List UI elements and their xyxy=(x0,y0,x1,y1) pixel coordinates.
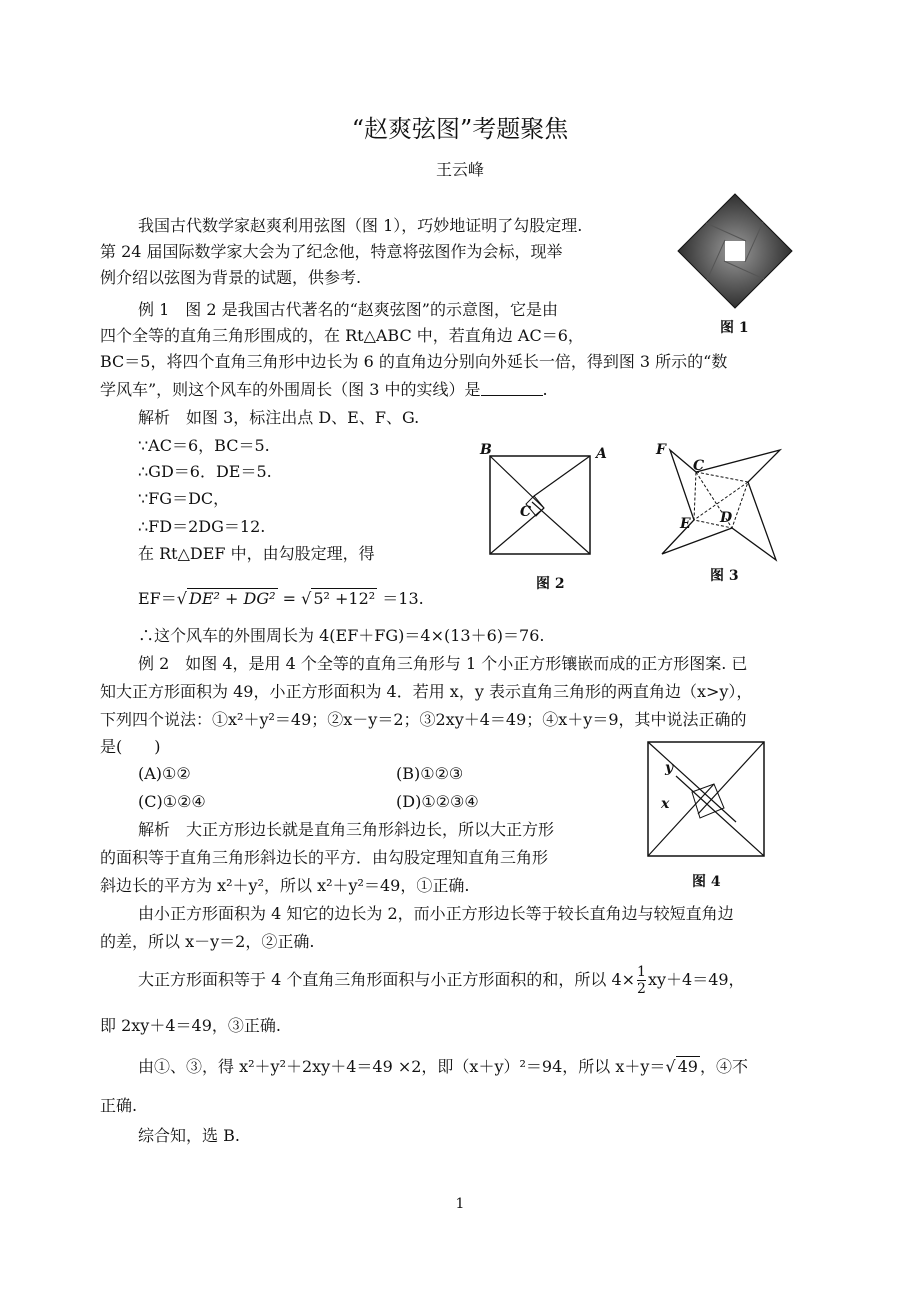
sqrt-sign: √ xyxy=(301,589,312,608)
solution2-line-3: 斜边长的平方为 x²＋y²，所以 x²＋y²＝49，①正确. xyxy=(100,876,470,895)
figure-2-caption: 图 2 xyxy=(536,576,565,592)
example2-line-3: 下列四个说法：①x²＋y²＝49；②x－y＝2；③2xy＋4＝49；④x＋y＝9，其中说法正确的 xyxy=(100,710,747,729)
fig2-line xyxy=(490,508,544,554)
solution1-line-1: 解析 如图 3，标注出点 D、E、F、G. xyxy=(138,408,420,427)
figure-1-caption: 图 1 xyxy=(720,320,749,336)
ef-radicand-2: 5² +12² xyxy=(313,589,376,608)
sqrt-49: 49 xyxy=(677,1057,698,1076)
example1-line-3: BC＝5，将四个直角三角形中边长为 6 的直角边分别向外延长一倍，得到图 3 所示的“数 xyxy=(100,352,728,371)
solution2-line-8a: 由①、③，得 x²＋y²＋2xy＋4＝49 ×2，即（x＋y）²＝94，所以 x＋y＝ xyxy=(138,1057,666,1076)
solution1-line-2: ∵AC＝6，BC＝5. xyxy=(138,436,270,455)
solution2-line-6b: xy＋4＝49， xyxy=(647,970,745,989)
option-c: (C)①②④ xyxy=(138,792,206,811)
solution2-line-1: 解析 大正方形边长就是直角三角形斜边长，所以大正方形 xyxy=(138,820,555,839)
fig2-label-a: A xyxy=(596,446,607,462)
fig4-line xyxy=(648,784,714,856)
solution2-line-6 xyxy=(138,962,745,998)
solution2-line-10: 综合知，选 B. xyxy=(138,1126,240,1145)
solution2-line-2: 的面积等于直角三角形斜边长的平方．由勾股定理知直角三角形 xyxy=(100,848,549,867)
example1-line-4b: . xyxy=(542,380,548,399)
solution2-line-8 xyxy=(138,1056,748,1077)
fig4-label-x: x xyxy=(661,796,670,812)
option-d: (D)①②③④ xyxy=(396,792,479,811)
fig2-line xyxy=(534,456,590,496)
example1-line-2: 四个全等的直角三角形围成的，在 Rt△ABC 中，若直角边 AC＝6， xyxy=(100,326,584,345)
ef-prefix: EF＝ xyxy=(138,589,177,608)
intro-line-3: 例介绍以弦图为背景的试题，供参考. xyxy=(100,268,362,287)
solution2-line-7: 即 2xy＋4＝49，③正确. xyxy=(100,1016,281,1035)
solution1-line-6: 在 Rt△DEF 中，由勾股定理，得 xyxy=(138,544,375,563)
solution2-line-4: 由小正方形面积为 4 知它的边长为 2，而小正方形边长等于较长直角边与较短直角边 xyxy=(138,904,734,923)
fig1-inner-square xyxy=(725,241,745,261)
fig4-label-y: y xyxy=(665,760,674,776)
example1-line-4 xyxy=(100,380,548,400)
fig3-pinwheel-outline xyxy=(662,450,780,560)
fig2-label-c: C xyxy=(520,504,532,520)
example2-line-2: 知大正方形面积为 49，小正方形面积为 4．若用 x，y 表示直角三角形的两直角边（x>y）， xyxy=(100,682,753,701)
figure-3 xyxy=(652,436,790,566)
fig3-label-f: F xyxy=(656,442,666,458)
fraction-half xyxy=(637,964,646,997)
ef-suffix: ＝13. xyxy=(382,589,424,608)
solution2-line-6a: 大正方形面积等于 4 个直角三角形面积与小正方形面积的和，所以 4× xyxy=(138,970,636,989)
solution1-line-5: ∴FD＝2DG＝12. xyxy=(138,517,266,536)
answer-blank xyxy=(481,381,543,396)
figure-4-caption: 图 4 xyxy=(692,874,721,890)
option-b: (B)①②③ xyxy=(396,764,464,783)
example1-line-1: 例 1 图 2 是我国古代著名的“赵爽弦图”的示意图，它是由 xyxy=(138,300,558,319)
option-a: (A)①② xyxy=(138,764,191,783)
solution2-line-8b: ，④不 xyxy=(699,1057,748,1076)
solution1-ef-formula: EF＝√ DE² + DG² = √ 5² +12² ＝13. xyxy=(138,589,424,608)
figure-3-caption: 图 3 xyxy=(710,568,739,584)
figure-2 xyxy=(478,440,608,570)
fig2-label-b: B xyxy=(480,442,492,458)
sqrt-sign: √ xyxy=(665,1057,676,1076)
fig4-line xyxy=(676,776,764,856)
example2-line-1: 例 2 如图 4，是用 4 个全等的直角三角形与 1 个小正方形镶嵌而成的正方形图案. 已 xyxy=(138,654,748,673)
figure-1 xyxy=(676,192,794,310)
sqrt-sign: √ xyxy=(176,589,187,608)
example1-line-4a: 学风车”，则这个风车的外围周长（图 3 中的实线）是 xyxy=(100,380,481,399)
fig2-line xyxy=(490,456,544,508)
fraction-denominator: 2 xyxy=(637,981,646,997)
example2-line-4: 是( ) xyxy=(100,737,161,756)
solution1-line-3: ∴GD＝6．DE＝5. xyxy=(138,462,272,481)
solution1-line-4: ∵FG＝DC， xyxy=(138,489,230,508)
fig3-label-e: E xyxy=(680,516,691,532)
fig4-inner-square xyxy=(692,784,724,818)
fraction-numerator: 1 xyxy=(637,964,646,980)
fig4-line xyxy=(698,742,764,814)
solution2-line-9: 正确. xyxy=(100,1096,138,1115)
fig3-label-c: C xyxy=(693,458,705,474)
fig2-line xyxy=(532,502,590,554)
solution1-line-8: ∴这个风车的外围周长为 4(EF＋FG)＝4×(13＋6)＝76. xyxy=(138,626,545,645)
ef-radicand-1: DE² + DG² xyxy=(189,589,276,608)
fig3-label-d: D xyxy=(720,510,733,526)
intro-line-2: 第 24 届国际数学家大会为了纪念他，特意将弦图作为会标，现举 xyxy=(100,242,563,261)
page-title: “赵爽弦图”考题聚焦 xyxy=(351,115,569,143)
intro-line-1: 我国古代数学家赵爽利用弦图（图 1），巧妙地证明了勾股定理. xyxy=(138,216,583,235)
solution2-line-5: 的差，所以 x－y＝2，②正确. xyxy=(100,932,315,951)
author: 王云峰 xyxy=(435,160,484,179)
page-number: 1 xyxy=(455,1196,465,1212)
